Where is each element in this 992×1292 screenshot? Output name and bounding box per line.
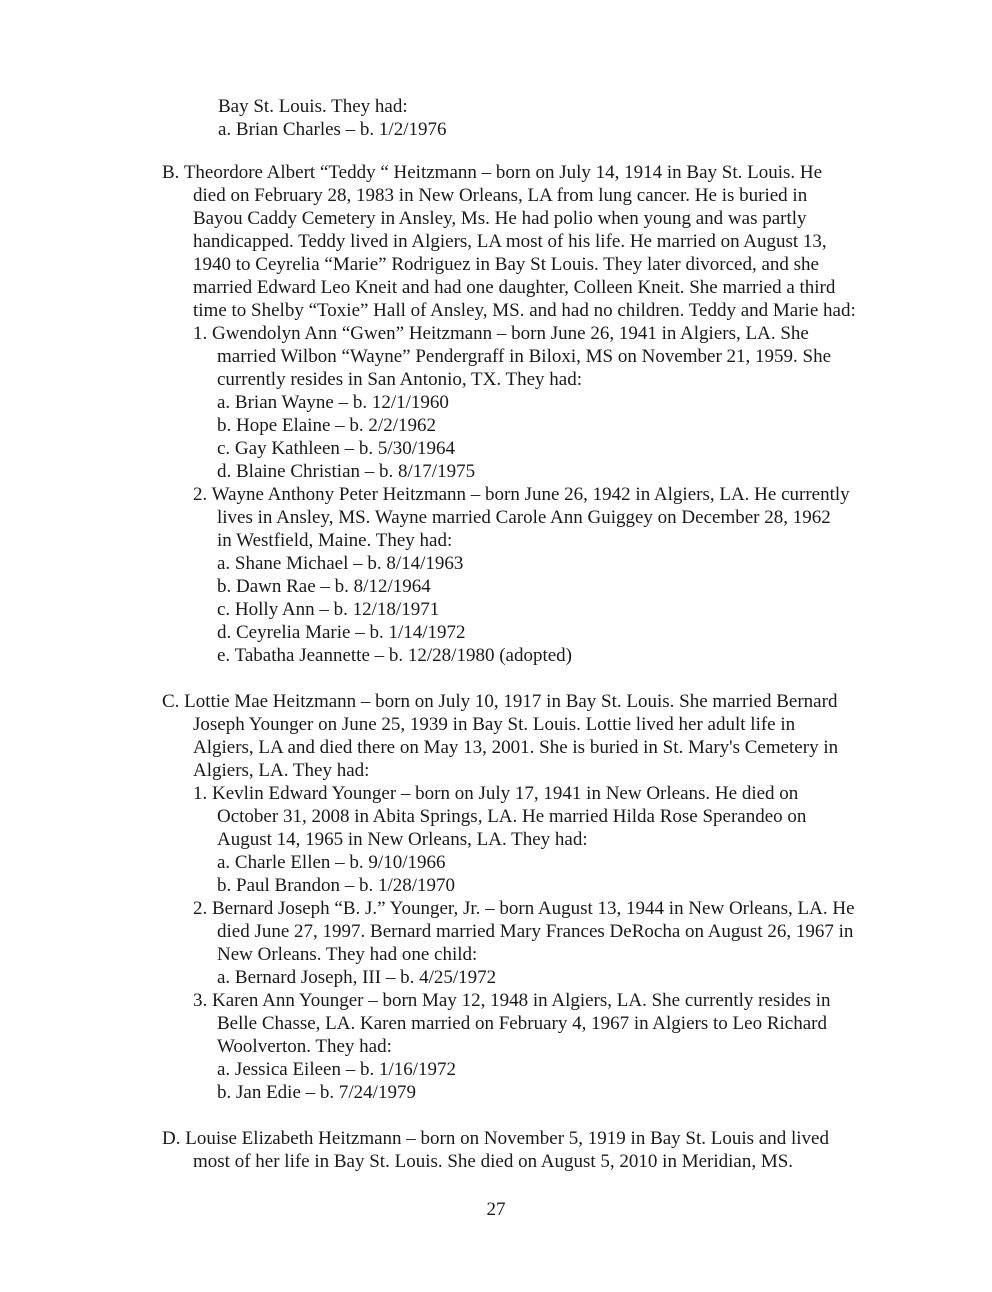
text-line: Bayou Caddy Cemetery in Ansley, Ms. He had polio when young and was partly <box>193 208 807 229</box>
text-line: c. Gay Kathleen – b. 5/30/1964 <box>217 438 455 459</box>
text-line: D. Louise Elizabeth Heitzmann – born on November 5, 1919 in Bay St. Louis and lived <box>162 1128 829 1149</box>
text-line: a. Charle Ellen – b. 9/10/1966 <box>217 852 446 873</box>
text-line: Algiers, LA and died there on May 13, 2001. She is buried in St. Mary's Cemetery in <box>193 737 839 758</box>
text-line: New Orleans. They had one child: <box>217 944 478 965</box>
text-line: 1940 to Ceyrelia “Marie” Rodriguez in Bay St Louis. They later divorced, and she <box>193 254 819 275</box>
text-line: b. Hope Elaine – b. 2/2/1962 <box>217 415 436 436</box>
text-line: August 14, 1965 in New Orleans, LA. They had: <box>217 829 588 850</box>
text-line: b. Paul Brandon – b. 1/28/1970 <box>217 875 456 896</box>
text-line: 1. Gwendolyn Ann “Gwen” Heitzmann – born June 26, 1941 in Algiers, LA. She <box>193 323 809 344</box>
text-line: a. Brian Charles – b. 1/2/1976 <box>218 119 447 140</box>
page-number: 27 <box>486 1199 506 1220</box>
text-line: d. Blaine Christian – b. 8/17/1975 <box>217 461 476 482</box>
text-line: married Edward Leo Kneit and had one daughter, Colleen Kneit. She married a third <box>193 277 836 298</box>
text-line: died on February 28, 1983 in New Orleans, LA from lung cancer. He is buried in <box>193 185 808 206</box>
text-line: a. Brian Wayne – b. 12/1/1960 <box>217 392 449 413</box>
text-line: C. Lottie Mae Heitzmann – born on July 10, 1917 in Bay St. Louis. She married Bernard <box>162 691 838 712</box>
text-line: Joseph Younger on June 25, 1939 in Bay St. Louis. Lottie lived her adult life in <box>193 714 796 735</box>
text-line: currently resides in San Antonio, TX. They had: <box>217 369 582 390</box>
text-line: in Westfield, Maine. They had: <box>217 530 453 551</box>
text-line: time to Shelby “Toxie” Hall of Ansley, MS. and had no children. Teddy and Marie had: <box>193 300 856 321</box>
text-line: d. Ceyrelia Marie – b. 1/14/1972 <box>217 622 466 643</box>
text-line: Belle Chasse, LA. Karen married on February 4, 1967 in Algiers to Leo Richard <box>217 1013 827 1034</box>
text-line: Algiers, LA. They had: <box>193 760 370 781</box>
text-line: Bay St. Louis. They had: <box>218 96 408 117</box>
text-line: e. Tabatha Jeannette – b. 12/28/1980 (adopted) <box>217 645 572 666</box>
text-line: 3. Karen Ann Younger – born May 12, 1948 in Algiers, LA. She currently resides in <box>193 990 831 1011</box>
text-line: 2. Bernard Joseph “B. J.” Younger, Jr. – born August 13, 1944 in New Orleans, LA. He <box>193 898 855 919</box>
text-line: b. Dawn Rae – b. 8/12/1964 <box>217 576 431 597</box>
text-line: died June 27, 1997. Bernard married Mary Frances DeRocha on August 26, 1967 in <box>217 921 854 942</box>
text-line: a. Bernard Joseph, III – b. 4/25/1972 <box>217 967 497 988</box>
text-line: 2. Wayne Anthony Peter Heitzmann – born June 26, 1942 in Algiers, LA. He currently <box>193 484 850 505</box>
text-line: October 31, 2008 in Abita Springs, LA. He married Hilda Rose Sperandeo on <box>217 806 807 827</box>
text-line: a. Jessica Eileen – b. 1/16/1972 <box>217 1059 457 1080</box>
text-line: Woolverton. They had: <box>217 1036 392 1057</box>
text-line: a. Shane Michael – b. 8/14/1963 <box>217 553 464 574</box>
text-line: lives in Ansley, MS. Wayne married Carole Ann Guiggey on December 28, 1962 <box>217 507 831 528</box>
text-line: married Wilbon “Wayne” Pendergraff in Biloxi, MS on November 21, 1959. She <box>217 346 832 367</box>
text-line: b. Jan Edie – b. 7/24/1979 <box>217 1082 416 1103</box>
text-line: handicapped. Teddy lived in Algiers, LA most of his life. He married on August 13, <box>193 231 827 252</box>
text-line: 1. Kevlin Edward Younger – born on July 17, 1941 in New Orleans. He died on <box>193 783 799 804</box>
text-line: c. Holly Ann – b. 12/18/1971 <box>217 599 440 620</box>
text-line: B. Theordore Albert “Teddy “ Heitzmann – born on July 14, 1914 in Bay St. Louis. He <box>162 162 823 183</box>
text-line: most of her life in Bay St. Louis. She died on August 5, 2010 in Meridian, MS. <box>193 1151 794 1172</box>
